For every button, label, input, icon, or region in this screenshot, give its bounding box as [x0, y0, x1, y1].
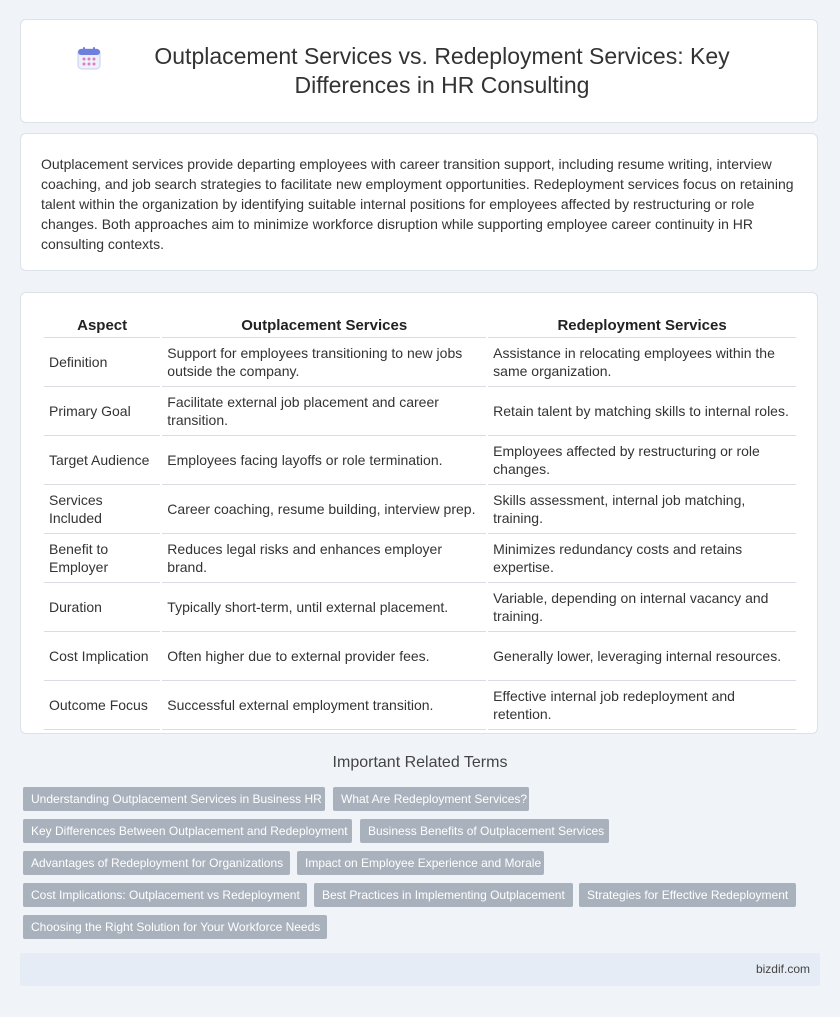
table-header-row [44, 313, 796, 337]
title-card [20, 19, 818, 123]
related-term-tag[interactable]: Key Differences Between Outplacement and Redeployment [23, 819, 352, 843]
row-outplacement: Often higher due to external provider fees. [162, 631, 486, 680]
calendar-icon [76, 45, 102, 71]
row-aspect: Benefit to Employer [44, 533, 160, 582]
intro-paragraph: Outplacement services provide departing employees with career transition support, including resume writing, interview coaching, and job search strategies to facilitate new employment opportunities. Redeployment services focus on retaining talent within the organization by identifying suitable internal positions for employees affected by restructuring or role changes. Both approaches aim to minimize workforce disruption while supporting employee career continuity in HR consulting contexts. [41, 156, 794, 252]
comparison-card [20, 292, 818, 734]
row-redeployment: Variable, depending on internal vacancy and training. [488, 582, 796, 631]
row-outplacement: Employees facing layoffs or role termination. [162, 435, 486, 484]
row-redeployment: Effective internal job redeployment and retention. [488, 680, 796, 730]
row-outplacement: Career coaching, resume building, interview prep. [162, 484, 486, 533]
related-term-tag[interactable]: Choosing the Right Solution for Your Workforce Needs [23, 915, 327, 939]
row-aspect: Services Included [44, 484, 160, 533]
related-term-tag[interactable]: Understanding Outplacement Services in Business HR [23, 787, 325, 811]
comparison-table [42, 313, 798, 730]
header-redeployment: Redeployment Services [557, 316, 727, 334]
table-row [44, 337, 796, 386]
table-row [44, 582, 796, 631]
related-term-tag[interactable]: Strategies for Effective Redeployment [579, 883, 796, 907]
header-outplacement: Outplacement Services [241, 316, 408, 334]
table-row [44, 484, 796, 533]
footer-site[interactable]: bizdif.com [755, 962, 810, 976]
table-row [44, 680, 796, 730]
row-outplacement: Successful external employment transition. [162, 680, 486, 730]
related-terms-heading: Important Related Terms [332, 754, 508, 771]
table-row [44, 386, 796, 435]
row-redeployment: Employees affected by restructuring or role changes. [488, 435, 796, 484]
table-row [44, 631, 796, 680]
row-outplacement: Reduces legal risks and enhances employer brand. [162, 533, 486, 582]
row-aspect: Duration [44, 582, 160, 631]
related-term-tag[interactable]: What Are Redeployment Services? [333, 787, 529, 811]
row-aspect: Outcome Focus [44, 680, 160, 730]
row-redeployment: Skills assessment, internal job matching, training. [488, 484, 796, 533]
intro-card [20, 133, 818, 271]
related-term-tag[interactable]: Best Practices in Implementing Outplacement [314, 883, 573, 907]
row-aspect: Primary Goal [44, 386, 160, 435]
row-redeployment: Assistance in relocating employees within the same organization. [488, 337, 796, 386]
table-row [44, 435, 796, 484]
row-outplacement: Facilitate external job placement and career transition. [162, 386, 486, 435]
row-redeployment: Minimizes redundancy costs and retains expertise. [488, 533, 796, 582]
row-outplacement: Typically short-term, until external placement. [162, 582, 486, 631]
related-term-tag[interactable]: Cost Implications: Outplacement vs Redeployment [23, 883, 307, 907]
page-title: Outplacement Services vs. Redeployment Services: Key Differences in HR Consulting [154, 43, 730, 98]
row-aspect: Definition [44, 337, 160, 386]
row-aspect: Cost Implication [44, 631, 160, 680]
related-term-tag[interactable]: Impact on Employee Experience and Morale [297, 851, 544, 875]
related-term-tag[interactable]: Advantages of Redeployment for Organizations [23, 851, 290, 875]
row-redeployment: Retain talent by matching skills to internal roles. [488, 386, 796, 435]
row-outplacement: Support for employees transitioning to new jobs outside the company. [162, 337, 486, 386]
row-aspect: Target Audience [44, 435, 160, 484]
row-redeployment: Generally lower, leveraging internal resources. [488, 631, 796, 680]
related-term-tag[interactable]: Business Benefits of Outplacement Services [360, 819, 609, 843]
footer [20, 953, 820, 986]
table-row [44, 533, 796, 582]
header-aspect: Aspect [77, 316, 128, 334]
